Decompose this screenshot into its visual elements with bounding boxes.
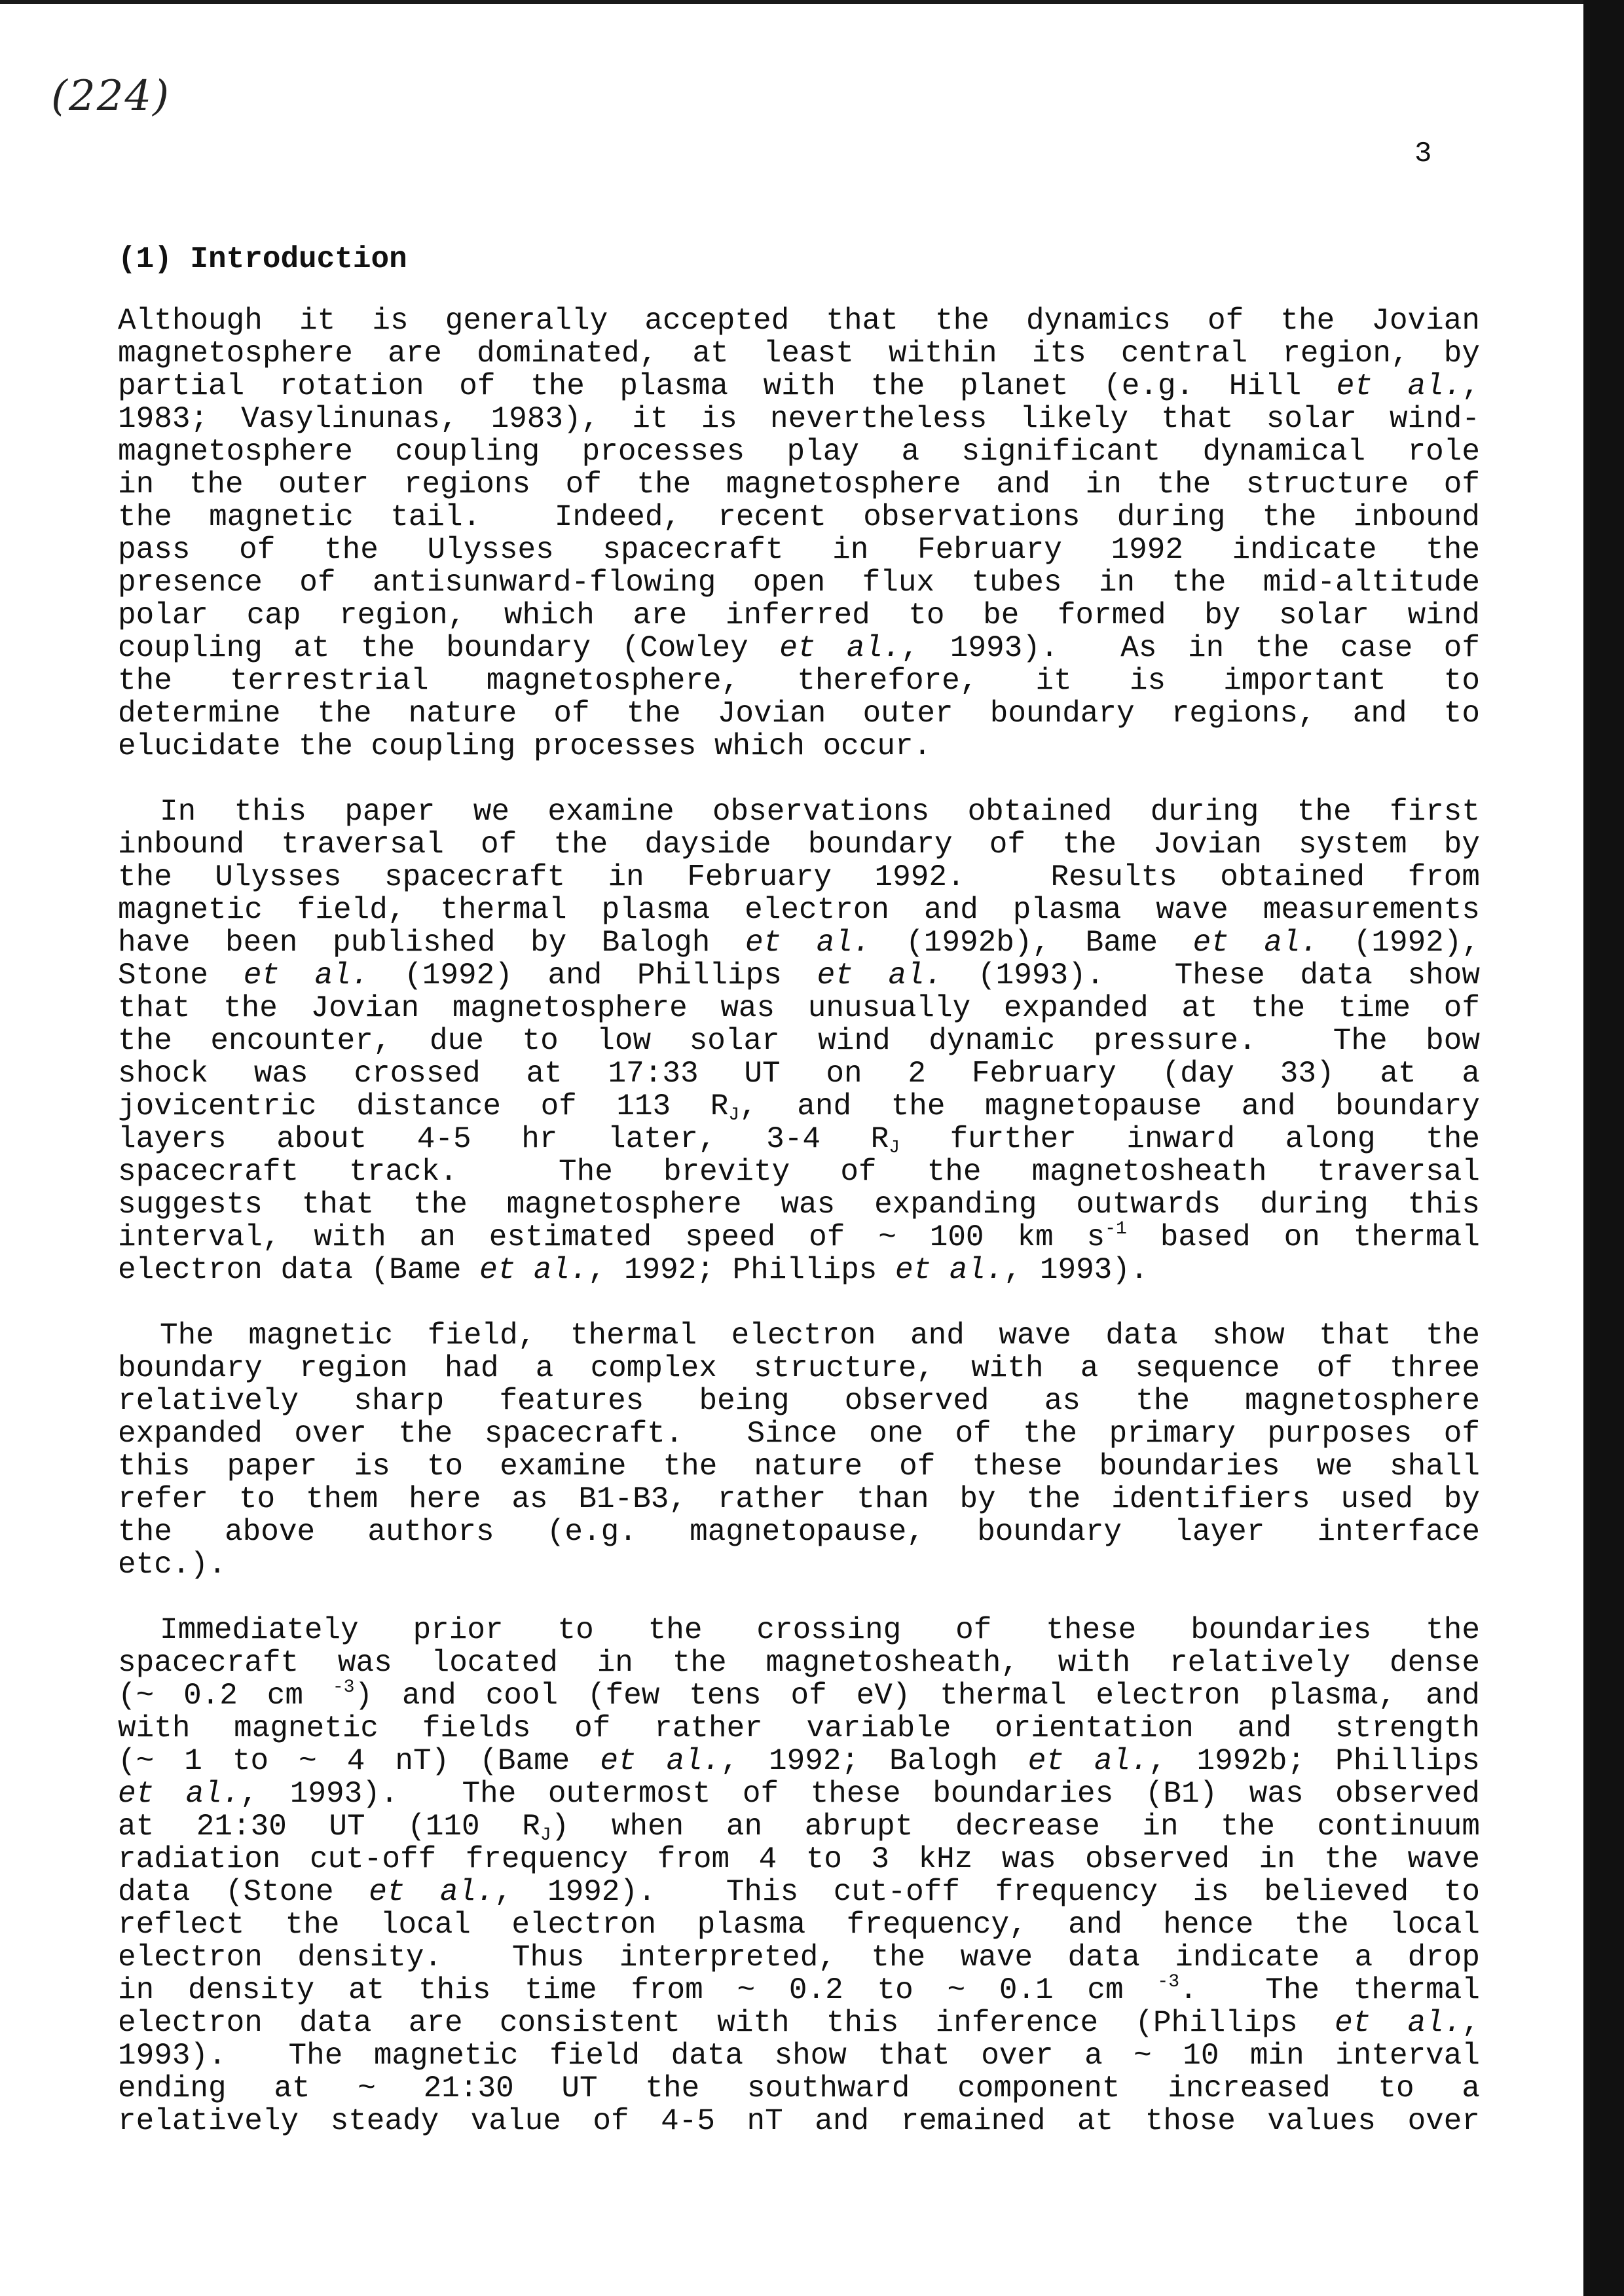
text-line: have been published by Balogh et al. (1992b), Bame et al. (1992), xyxy=(118,926,1480,960)
text-line: radiation cut-off frequency from 4 to 3 kHz was observed in the wave xyxy=(118,1842,1480,1876)
text-line: elucidate the coupling processes which occur. xyxy=(118,729,932,763)
scan-border-top xyxy=(0,0,1624,4)
text-line: relatively steady value of 4-5 nT and remained at those values over xyxy=(118,2104,1480,2138)
scan-border-right xyxy=(1583,0,1624,2296)
text-line: the magnetic tail. Indeed, recent observations during the inbound xyxy=(118,500,1480,534)
text-line: boundary region had a complex structure, with a sequence of three xyxy=(118,1351,1480,1385)
text-line: Immediately prior to the crossing of these boundaries the xyxy=(160,1613,1480,1647)
text-line: et al., 1993). The outermost of these boundaries (B1) was observed xyxy=(118,1777,1480,1811)
text-line: magnetosphere are dominated, at least within its central region, by xyxy=(118,337,1480,371)
text-line: the Ulysses spacecraft in February 1992. Results obtained from xyxy=(118,860,1480,894)
text-line: data (Stone et al., 1992). This cut-off frequency is believed to xyxy=(118,1875,1480,1909)
text-line: In this paper we examine observations obtained during the first xyxy=(160,795,1480,829)
text-line: Although it is generally accepted that the dynamics of the Jovian xyxy=(118,304,1480,338)
handwritten-page-annotation: (224) xyxy=(51,72,171,120)
text-line: presence of antisunward-flowing open flux tubes in the mid-altitude xyxy=(118,566,1480,600)
text-line: ending at ~ 21:30 UT the southward component increased to a xyxy=(118,2071,1480,2105)
text-line: at 21:30 UT (110 $R_J$) when an abrupt decrease in the continuum xyxy=(118,1810,1481,1846)
text-line: in the outer regions of the magnetosphere and in the structure of xyxy=(118,467,1480,501)
text-line: inbound traversal of the dayside boundary of the Jovian system by xyxy=(118,828,1480,862)
text-line: 1993). The magnetic field data show that over a ~ 10 min interval xyxy=(118,2039,1480,2073)
text-line: reflect the local electron plasma frequency, and hence the local xyxy=(118,1908,1480,1942)
text-line: refer to them here as B1-B3, rather than by the identifiers used by xyxy=(118,1482,1480,1516)
text-line: the above authors (e.g. magnetopause, boundary layer interface xyxy=(118,1515,1480,1549)
text-line: jovicentric distance of 113 $R_J$, and the magnetopause and boundary xyxy=(118,1089,1480,1125)
text-line: the encounter, due to low solar wind dynamic pressure. The bow xyxy=(118,1024,1480,1058)
text-line: pass of the Ulysses spacecraft in February 1992 indicate the xyxy=(118,533,1480,567)
text-line: shock was crossed at 17:33 UT on 2 February (day 33) at a xyxy=(118,1057,1480,1091)
text-line: spacecraft was located in the magnetosheath, with relatively dense xyxy=(118,1646,1480,1680)
page-number: 3 xyxy=(1414,137,1432,170)
section-heading: (1) Introduction xyxy=(118,242,407,276)
text-line: etc.). xyxy=(118,1548,227,1582)
text-line: 1983; Vasylinunas, 1983), it is nevertheless likely that solar wind- xyxy=(118,402,1480,436)
text-line: magnetic field, thermal plasma electron and plasma wave measurements xyxy=(118,893,1480,927)
text-line: in density at this time from ~ 0.2 to ~ 0.1 cm $^{-3}$. The thermal xyxy=(118,1972,1480,2007)
text-line: electron data are consistent with this inference (Phillips et al., xyxy=(118,2006,1480,2040)
text-line: coupling at the boundary (Cowley et al., 1993). As in the case of xyxy=(118,631,1480,665)
text-line: relatively sharp features being observed as the magnetosphere xyxy=(118,1384,1480,1418)
text-line: magnetosphere coupling processes play a significant dynamical role xyxy=(118,435,1480,469)
text-line: suggests that the magnetosphere was expanding outwards during this xyxy=(118,1188,1480,1222)
text-line: that the Jovian magnetosphere was unusually expanded at the time of xyxy=(118,991,1480,1025)
text-line: expanded over the spacecraft. Since one of the primary purposes of xyxy=(118,1417,1480,1451)
text-line: with magnetic fields of rather variable orientation and strength xyxy=(118,1711,1480,1745)
text-line: the terrestrial magnetosphere, therefore, it is important to xyxy=(118,664,1480,698)
text-line: determine the nature of the Jovian outer boundary regions, and to xyxy=(118,697,1480,731)
text-line: partial rotation of the plasma with the planet (e.g. Hill et al., xyxy=(118,369,1480,403)
text-line: electron data (Bame et al., 1992; Phillips et al., 1993). xyxy=(118,1253,1149,1287)
text-line: (~ 0.2 cm $^{-3}$) and cool (few tens of eV) thermal electron plasma, and xyxy=(118,1677,1481,1713)
text-line: Stone et al. (1992) and Phillips et al. (1993). These data show xyxy=(118,958,1480,993)
text-line: electron density. Thus interpreted, the wave data indicate a drop xyxy=(118,1941,1480,1975)
text-line: (~ 1 to ~ 4 nT) (Bame et al., 1992; Balogh et al., 1992b; Phillips xyxy=(118,1744,1480,1778)
text-line: spacecraft track. The brevity of the magnetosheath traversal xyxy=(118,1155,1480,1189)
text-line: The magnetic field, thermal electron and wave data show that the xyxy=(160,1319,1480,1353)
text-line: layers about 4-5 hr later, 3-4 $R_J$ further inward along the xyxy=(118,1122,1480,1158)
text-line: polar cap region, which are inferred to be formed by solar wind xyxy=(118,598,1480,632)
text-line: this paper is to examine the nature of these boundaries we shall xyxy=(118,1449,1480,1484)
text-line: interval, with an estimated speed of ~ 100 km $s^{-1}$ based on thermal xyxy=(118,1219,1480,1254)
